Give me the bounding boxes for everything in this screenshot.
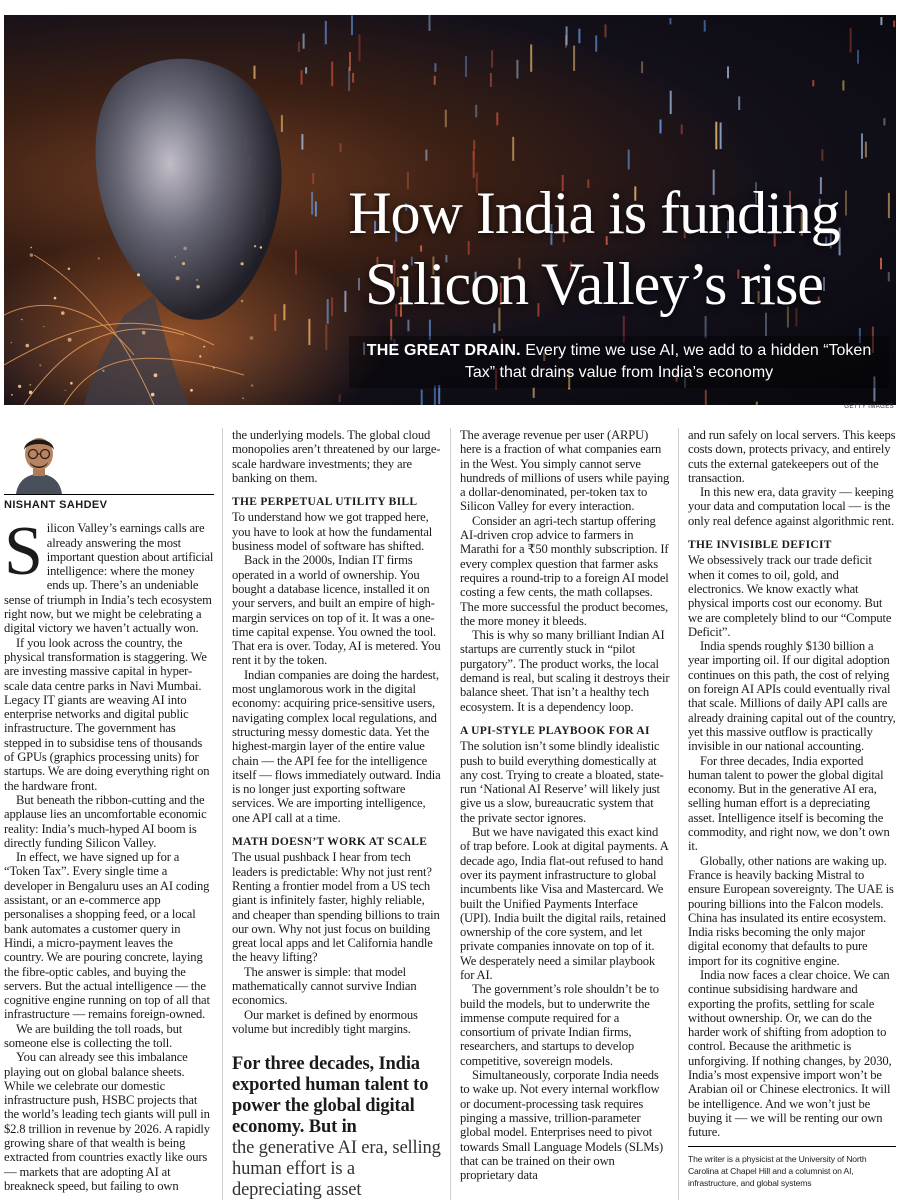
subheading: THE INVISIBLE DEFICIT <box>688 539 832 552</box>
light-spark <box>11 394 13 396</box>
light-spark <box>30 253 33 256</box>
code-rain-streak <box>445 110 447 128</box>
light-spark <box>98 257 100 259</box>
standfirst-text: Every time we use AI, we add to a hidden “Token Tax” that drains value from India’s economy <box>464 342 872 381</box>
code-rain-streak <box>865 142 867 158</box>
code-rain-streak <box>669 18 671 24</box>
code-rain-streak <box>425 150 427 161</box>
subheading: A UPI-STYLE PLAYBOOK FOR AI <box>460 724 650 737</box>
paragraph: You can already see this imbalance playing out on global balance sheets. While we celebrate our domestic infrastructure push, HSBC projects that the world’s leading tech giants will pull in $2.8 trillion in revenue by 2026. A rapidly growing share of that wealth is being extracted from countries exactly like ours — markets that are adopting AI at breakneck speed, but failing to own <box>4 1050 210 1193</box>
headline-line1: How India is funding <box>348 180 840 246</box>
code-rain-streak <box>434 386 436 405</box>
code-rain-streak <box>888 193 890 218</box>
code-rain-streak <box>465 56 467 77</box>
standfirst-kicker: THE GREAT DRAIN. <box>366 342 521 359</box>
light-spark <box>241 300 244 303</box>
code-rain-streak <box>421 390 423 405</box>
paragraph: Indian companies are doing the hardest, most unglamorous work in the digital economy: acquiring price-sensitive users, navigating complex local regulations, and structuring messy domestic data. Yet the highest-margin layer of the entire value chain — the API fee for the intelligence itself — flows immediately outward. India is no longer just exporting software services. We are importing intelligence, one API call at a time. <box>232 667 441 825</box>
code-rain-streak <box>641 62 643 74</box>
code-rain-streak <box>857 50 859 64</box>
author-rule <box>4 494 214 495</box>
light-spark <box>102 370 104 372</box>
light-spark <box>196 279 198 281</box>
hero-image <box>4 15 896 405</box>
code-rain-streak <box>628 150 630 170</box>
paragraph: For three decades, India exported human talent to power the global digital economy. But in the generative AI era, selling human effort is a depreciating asset. Intelligence itself is becoming the commodity, and right now, we don’t own it. <box>688 753 890 854</box>
light-spark <box>18 385 21 388</box>
subheading: MATH DOESN’T WORK AT SCALE <box>232 836 428 849</box>
code-rain-streak <box>812 80 814 86</box>
author-photo <box>4 428 104 494</box>
paragraph: Simultaneously, corporate India needs to wake up. Not every internal workflow or document-processing task requires pinging a massive, trillion-parameter global model. Enterprises need to pivot towards Small Language Models (SLMs) that can be trained on their own proprietary data <box>460 1068 664 1183</box>
code-rain-streak <box>303 34 305 49</box>
paragraph: Back in the 2000s, Indian IT firms operated in a world of ownership. You bought a database licence, installed it on your servers, and built an empire of high-margin services on top of it. It was a one-time capital expense. You owned the tool. That era is over. Today, AI is metered. You rent it by the token. <box>232 553 441 668</box>
code-rain-streak <box>595 36 597 52</box>
code-rain-streak <box>888 272 890 281</box>
light-spark <box>68 338 72 342</box>
article-column-2 <box>232 428 442 1200</box>
code-rain-streak <box>331 62 333 87</box>
column-divider <box>450 428 451 1200</box>
code-rain-streak <box>512 137 514 161</box>
headline <box>304 178 884 320</box>
paragraph: To understand how we got trapped here, you have to look at how the fundamental business model of software has shifted. <box>232 510 433 554</box>
light-spark <box>260 246 262 248</box>
article-column-3 <box>460 428 670 1200</box>
light-spark <box>142 331 146 335</box>
code-rain-streak <box>352 73 354 83</box>
paragraph: The average revenue per user (ARPU) here is a fraction of what companies earn in the West. You simply cannot serve hundreds of millions of users while paying a dollar-denominated, per-token tax to Silicon Valley for every interaction. <box>460 428 670 514</box>
code-rain-streak <box>850 28 852 52</box>
light-spark <box>29 384 31 386</box>
code-rain-streak <box>566 27 568 45</box>
paragraph: We are building the toll roads, but someone else is collecting the toll. <box>4 1021 183 1050</box>
light-spark <box>11 342 13 344</box>
paragraph: the underlying models. The global cloud monopolies aren’t threatened by our large-scale hardware investments; they are banking on them. <box>232 428 441 485</box>
code-rain-streak <box>496 112 498 125</box>
code-rain-streak <box>880 17 882 25</box>
paragraph: If you look across the country, the physical transformation is staggering. We are investing massive capital in hyper-scale data centre parks in Navi Mumbai. Legacy IT giants are weaving AI into enterprise networks and digital public infrastructure. The government has stepped in to subsidise tens of thousands of GPUs (graphics processing units) for startups. We are doing everything right on the hardware front. <box>4 635 210 793</box>
author-byline: NISHANT SAHDEV <box>4 499 108 511</box>
light-spark <box>176 276 180 280</box>
pull-quote <box>232 1054 442 1200</box>
light-spark <box>199 355 201 357</box>
light-spark <box>65 390 66 391</box>
light-spark <box>151 393 155 397</box>
light-spark <box>39 364 41 366</box>
standfirst <box>349 336 889 388</box>
code-rain-streak <box>681 125 683 135</box>
pull-quote-bold: For three decades, India exported human talent to power the global digital economy. But in <box>232 1054 429 1138</box>
light-spark <box>196 285 199 288</box>
light-spark <box>213 367 215 369</box>
paragraph: Consider an agri-tech startup offering AI-driven crop advice to farmers in Marathi for a ₹50 monthly subscription. If every complex question that farmer asks requires a round-trip to a foreign AI model costing a few cents, the math collapses. The more successful the product becomes, the more money it bleeds. <box>460 513 669 628</box>
paragraph: But we have navigated this exact kind of trap before. Look at digital payments. A decade ago, India flat-out refused to hand over its payment infrastructure to global incumbents like Visa and Mastercard. We built the Unified Payments Interface (UPI). India built the digital rails, retained ownership of the core system, and let private companies innovate on top of it. We desperately need a similar playbook for AI. <box>460 825 668 982</box>
code-rain-streak <box>351 15 353 35</box>
column-divider <box>222 428 223 1200</box>
paragraph: Globally, other nations are waking up. France is heavily backing Mistral to ensure European sovereignty. The UAE is pouring billions into the Falcon models. China has insulated its entire ecosystem. India risks becoming the only major digital economy that defaults to pure import for its cognitive engine. <box>688 853 894 968</box>
light-spark <box>183 247 187 251</box>
code-rain-streak <box>493 323 495 333</box>
code-rain-streak <box>704 20 706 31</box>
paragraph: In this new era, data gravity — keeping your data and computation local — is the only real defence against algorithmic rent. <box>688 485 895 528</box>
code-rain-streak <box>670 91 672 114</box>
code-rain-streak <box>738 96 740 110</box>
light-spark <box>68 268 71 271</box>
code-rain-streak <box>573 46 575 71</box>
code-rain-streak <box>407 320 409 332</box>
code-rain-streak <box>893 21 895 28</box>
article-column-1 <box>4 428 214 1200</box>
light-spark <box>182 262 185 265</box>
code-rain-streak <box>301 134 303 150</box>
code-rain-streak <box>490 73 492 87</box>
code-rain-streak <box>715 122 717 150</box>
code-rain-streak <box>305 67 307 73</box>
code-rain-streak <box>727 66 729 78</box>
paragraph: In effect, we have signed up for a “Token Tax”. Every single time a developer in Bengaluru uses an AI coding assistant, or an e-commerce app personalises a shopping feed, or a local bank automates a customer query in Hindi, a micro-payment leaves the country. We are pouring concrete, laying the fibre-optic cables, and buying the servers. But the actual intelligence — the cognitive engine running on top of all that infrastructure — remains foreign-owned. <box>4 850 210 1022</box>
paragraph: The government’s role shouldn’t be to build the models, but to underwrite the immense compute required for a consortium of private Indian firms, researchers, and startups to develop competitive, sovereign models. <box>460 982 659 1068</box>
code-rain-streak <box>434 63 436 72</box>
code-rain-streak <box>491 50 493 67</box>
code-rain-streak <box>720 123 722 150</box>
paragraph: But beneath the ribbon-cutting and the applause lies an uncomfortable economic reality: India’s much-hyped AI boom is directly funding Silicon Valley. <box>4 792 207 850</box>
code-rain-streak <box>705 390 707 405</box>
code-rain-streak <box>821 149 823 161</box>
paragraph: India now faces a clear choice. We can continue subsidising hardware and exporting the profits, settling for scale without ownership. Or, we can do the harder work of shifting from adoption to control. Because the arithmetic is unforgiving. If nothing changes, by 2030, India’s most expensive import won’t be Arabian oil or Chinese electronics. It will be intelligence. And we won’t just be buying it — we will be renting our own future. <box>688 967 892 1140</box>
code-rain-streak <box>434 76 436 85</box>
code-rain-streak <box>842 80 844 90</box>
code-rain-streak <box>533 388 535 398</box>
light-spark <box>21 319 23 321</box>
code-rain-streak <box>861 133 863 158</box>
bio-rule <box>688 1146 896 1147</box>
light-spark <box>254 245 256 247</box>
code-rain-streak <box>298 42 300 52</box>
code-rain-streak <box>359 35 361 62</box>
article-column-4 <box>688 428 896 1200</box>
code-rain-streak <box>883 118 885 125</box>
pull-quote-light: the generative AI era, selling human effort is a depreciating asset <box>232 1138 441 1200</box>
code-rain-streak <box>254 66 256 79</box>
light-spark <box>70 382 73 385</box>
drop-cap: S <box>4 513 43 591</box>
code-rain-streak <box>516 60 518 79</box>
light-spark <box>241 262 244 265</box>
code-rain-streak <box>429 15 431 31</box>
light-spark <box>43 326 44 327</box>
light-spark <box>30 247 32 249</box>
code-rain-streak <box>660 120 662 134</box>
column-divider <box>678 428 679 1200</box>
code-rain-streak <box>473 140 475 150</box>
light-spark <box>190 389 193 392</box>
headline-line2: Silicon Valley’s rise <box>365 251 823 317</box>
paragraph: Our market is defined by enormous volume but incredibly tight margins. <box>232 1007 418 1036</box>
code-rain-streak <box>301 70 303 84</box>
photo-credit: GETTY IMAGES <box>844 404 894 410</box>
code-rain-streak <box>340 143 342 152</box>
light-spark <box>154 373 158 377</box>
light-spark <box>137 273 140 276</box>
paragraph: ilicon Valley’s earnings calls are already answering the most important question about artificial intelligence: where the money ends up. There’s an undeniable sense of triumph in India’s tech ecosystem right now, but we might be celebrating a digital victory we haven’t actually won. <box>4 521 214 636</box>
code-rain-streak <box>473 150 475 178</box>
light-spark <box>54 297 57 300</box>
paragraph: India spends roughly $130 billion a year importing oil. If our digital adoption continues on this path, the cost of relying on foreign AI APIs could eventually rival that scale. Millions of daily API calls are already draining capital out of the country, yet this massive outflow is practically invisible in our national accounting. <box>688 639 896 754</box>
light-spark <box>203 346 205 348</box>
code-rain-streak <box>756 402 758 405</box>
author-bio: The writer is a physicist at the University of North Carolina at Chapel Hill and a columnist on AI, infrastructure, and global systems <box>688 1153 867 1188</box>
code-rain-streak <box>325 21 327 44</box>
paragraph: The solution isn’t some blindly idealistic push to build everything domestically at any cost. Trying to create a bloated, state-run ‘National AI Reserve’ will likely just give us a slow, bureaucratic system that the private sector ignores. <box>460 739 664 825</box>
code-rain-streak <box>605 24 607 37</box>
paragraph: We obsessively track our trade deficit when it comes to oil, gold, and electronics. We know exactly what physical imports cost our economy. But we are completely blind to our “Compute Deficit”. <box>688 553 892 639</box>
subheading: THE PERPETUAL UTILITY BILL <box>232 496 418 509</box>
light-spark <box>61 311 65 315</box>
code-rain-streak <box>281 115 283 132</box>
light-spark <box>251 384 253 386</box>
code-rain-streak <box>475 105 477 118</box>
light-spark <box>242 398 243 399</box>
paragraph: This is why so many brilliant Indian AI startups are currently stuck in “pilot purgatory”. The product works, the local demand is real, but scaling it destroys their balance sheet. That isn’t a healthy tech ecosystem. It is a dependency loop. <box>460 628 670 714</box>
light-spark <box>29 391 33 395</box>
paragraph: The usual pushback I hear from tech leaders is predictable: Why not just rent? Renting a frontier model from a US tech giant is infinitely faster, highly reliable, and cheaper than spending billions to train our own. Why not just focus on building great local apps and let California handle the heavy lifting? <box>232 850 440 965</box>
light-spark <box>175 256 176 257</box>
code-rain-streak <box>578 29 580 44</box>
paragraph: and run safely on local servers. This keeps costs down, protects privacy, and entirely cuts the external gatekeepers out of the transaction. <box>688 428 896 485</box>
code-rain-streak <box>348 67 350 91</box>
paragraph: The answer is simple: that model mathematically cannot survive Indian economics. <box>232 964 417 1008</box>
light-spark <box>250 336 254 340</box>
light-spark <box>26 344 30 348</box>
code-rain-streak <box>530 44 532 71</box>
